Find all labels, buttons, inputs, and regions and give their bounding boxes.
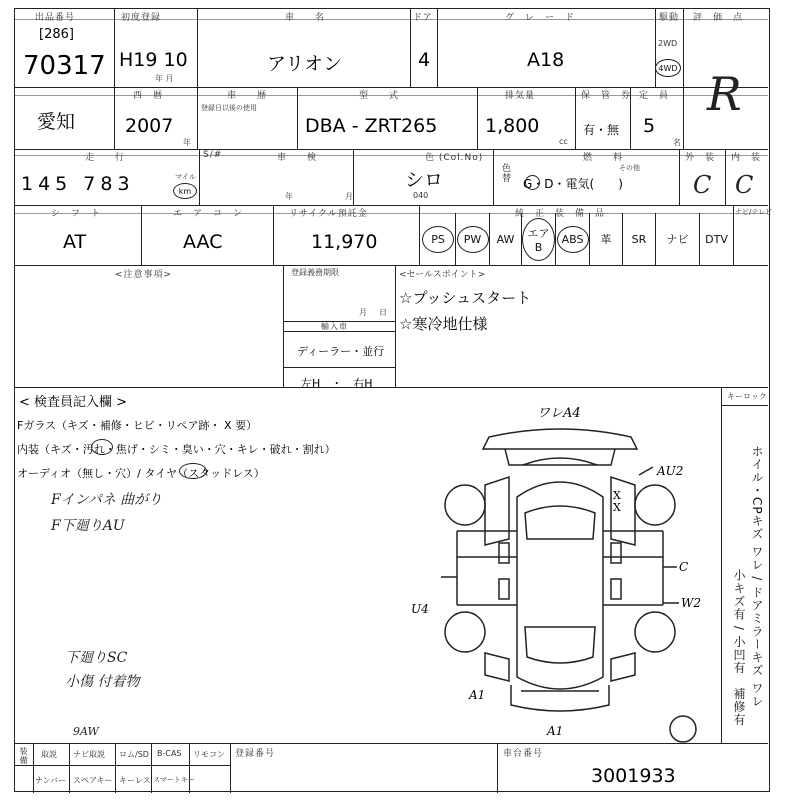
shift-value: AT — [63, 231, 87, 253]
stain-circle — [91, 439, 113, 455]
side-text-2: 小キズ有 / 小凹有 補修有 — [732, 569, 746, 727]
grade-label: グ レ ー ド — [505, 13, 576, 23]
interior-value: C — [735, 171, 754, 199]
lot-number: 70317 — [23, 51, 106, 81]
handwritten-note-3: 下廻りSC — [65, 650, 128, 666]
equipment-2: AW — [496, 232, 515, 246]
studless-circle — [179, 463, 207, 479]
import-label: 輸入車 — [321, 322, 348, 331]
color-label: 色 (Col.No) — [425, 153, 484, 163]
auction-sheet — [14, 8, 773, 792]
model-type: DBA - ZRT265 — [305, 115, 438, 137]
equipment-8: DTV — [705, 232, 728, 246]
mileage-label: 走 行 — [85, 153, 126, 163]
inspection-line-1: Fガラス（キズ・補修・ヒビ・リペア跡・ X 要） — [17, 419, 258, 432]
meter-label: S/# — [203, 150, 223, 160]
mark-x1: X — [613, 489, 621, 502]
side-text-1: ホイル・CPキズ ワレ / ドアミラーキズ ワレ — [750, 445, 764, 708]
mark-u4: U4 — [411, 602, 429, 616]
drive-label: 駆動 — [659, 13, 680, 23]
fuel-label: 燃 料 — [583, 153, 624, 163]
lot-bracket: [286] — [39, 27, 74, 42]
first-registration: H19 10 — [119, 49, 188, 71]
chassis-label: 車台番号 — [503, 749, 544, 759]
mark-w2: W2 — [681, 596, 701, 610]
doors-label: ドア — [413, 13, 433, 23]
reg-day: 日 — [379, 308, 387, 317]
nav-tv-label: ナビ/テレビ — [735, 208, 773, 216]
equipment-5: 革 — [600, 233, 612, 246]
year-value: 2007 — [125, 115, 174, 137]
recycle-label: リサイクル預託金 — [289, 209, 368, 219]
handwritten-note-2: F下廻りAU — [51, 518, 125, 534]
color-code: 040 — [413, 191, 429, 200]
class-label: 車 歴 — [227, 91, 268, 101]
type-label: 型 式 — [359, 91, 400, 101]
handwritten-note-4: 小傷 付着物 — [65, 674, 140, 690]
inspection-month: 月 — [345, 192, 353, 201]
capacity-label: 定 員 — [639, 91, 670, 101]
equipment-3: エアB — [522, 215, 555, 263]
shift-label: シ フ ト — [51, 209, 102, 219]
fuel-other: その他 — [619, 164, 640, 172]
footer-spare-key: スペアキー — [73, 776, 113, 785]
storage-value: 有・無 — [583, 123, 620, 137]
exterior-value: C — [693, 171, 712, 199]
chassis-number: 3001933 — [591, 765, 676, 787]
recycle-value: 11,970 — [311, 231, 378, 253]
first-reg-unit: 年 月 — [155, 74, 174, 83]
import-value: ディーラー・並行 — [297, 345, 385, 358]
mark-front: ワレA4 — [537, 406, 581, 421]
displacement-unit: cc — [559, 137, 568, 146]
grade-value: A18 — [527, 49, 565, 71]
equipment-0: PS — [421, 215, 455, 263]
mark-x2: X — [613, 501, 621, 514]
footer-bcas: B-CAS — [157, 749, 182, 758]
equipment-7: ナビ — [666, 233, 689, 246]
footer-number: ナンバー — [35, 776, 67, 785]
caution-label: <注意事項> — [115, 270, 173, 280]
first-reg-label: 初度登録 — [121, 13, 162, 23]
mark-front-right: AU2 — [657, 464, 684, 478]
keylock-label: キーロック — [727, 392, 767, 401]
inspection-title: < 検査員記入欄 > — [19, 395, 128, 410]
footer-equip-label: 装備 — [19, 747, 28, 765]
capacity-value: 5 — [643, 115, 656, 137]
reg-deadline-label: 登録義務期限 — [291, 268, 339, 277]
ac-value: AAC — [183, 231, 223, 253]
year-label: 西 暦 — [133, 91, 164, 101]
color-change: 色替 — [500, 163, 510, 183]
model-name: アリオン — [267, 53, 343, 75]
sales-point-2: ☆寒冷地仕様 — [399, 315, 488, 333]
footer-smart-key: スマートキー — [153, 776, 195, 784]
sales-label: <セールスポイント> — [399, 270, 486, 280]
color-value: シロ — [405, 169, 444, 191]
footer-remote: リモコン — [193, 750, 225, 759]
equipment-1: PW — [456, 215, 489, 263]
mileage-unit-circled: km — [173, 183, 197, 199]
drive-4wd-circled: 4WD — [655, 59, 681, 77]
equipment-label: 純 正 装 備 品 — [515, 209, 606, 219]
reg-month: 月 — [359, 308, 367, 317]
interior-label: 内 装 — [731, 153, 762, 163]
class-note: 登録日以後の使用 — [201, 104, 257, 112]
score-label: 評 価 点 — [693, 13, 744, 23]
model-label: 車 名 — [285, 13, 326, 23]
storage-label: 保 管 券 — [581, 91, 632, 101]
inspection-line-3: オーディオ（無し・穴）/ タイヤ（スタッドレス） — [17, 467, 265, 480]
drive-2wd: 2WD — [658, 39, 678, 48]
capacity-unit: 名 — [673, 138, 681, 147]
mark-c: C — [679, 560, 689, 574]
footer-keyless: キーレス — [119, 776, 151, 785]
equipment-4: ABS — [556, 215, 589, 263]
lot-label: 出品番号 — [35, 13, 76, 23]
fuel-g-circle — [525, 175, 540, 190]
inspection-line-2: 内装（キズ・汚れ・焦げ・シミ・臭い・穴・キレ・破れ・割れ） — [17, 443, 336, 456]
inspection-label: 車 検 — [277, 153, 318, 163]
mileage-value: 145 783 — [21, 173, 135, 195]
mileage-unit-alt: マイル — [175, 173, 196, 181]
score-value: R — [707, 67, 742, 121]
ac-label: エ ア コ ン — [173, 209, 244, 219]
mark-a1-left: A1 — [469, 688, 486, 702]
footer-nav-manual: ナビ取説 — [73, 750, 105, 759]
sales-point-1: ☆プッシュスタート — [399, 289, 532, 307]
region: 愛知 — [37, 111, 76, 133]
handwritten-note-1: Fインパネ 曲がり — [51, 492, 163, 508]
reg-number-label: 登録番号 — [235, 749, 276, 759]
equipment-6: SR — [631, 232, 647, 246]
doors-value: 4 — [418, 49, 431, 71]
inspection-year: 年 — [285, 192, 293, 201]
footer-rom: ロム/SD — [119, 750, 149, 759]
car-damage-diagram — [411, 406, 701, 738]
mark-a1-rear: A1 — [547, 724, 564, 738]
displacement-label: 排気量 — [505, 91, 536, 101]
handle-value: 左H ・ 右H — [301, 377, 373, 390]
handwritten-note-5: 9AW — [73, 725, 99, 738]
displacement-value: 1,800 — [485, 115, 540, 137]
year-unit: 年 — [183, 138, 191, 147]
exterior-label: 外 装 — [685, 153, 716, 163]
fuel-value: G・D・電気( ) — [523, 177, 623, 191]
footer-manual: 取説 — [41, 750, 57, 759]
